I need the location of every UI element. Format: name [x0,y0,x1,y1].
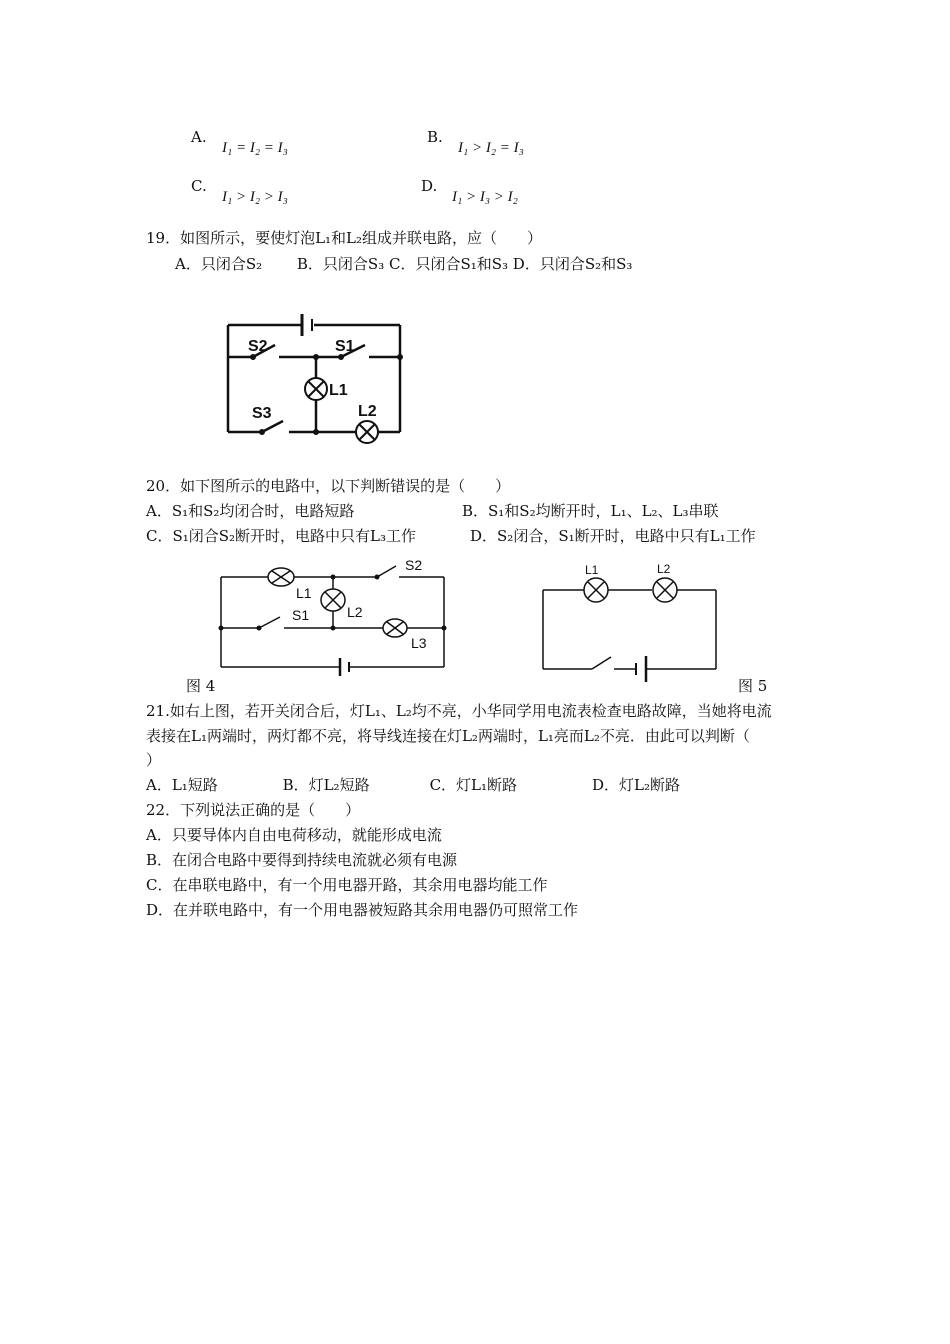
fig4-lamp-l3 [383,619,407,637]
q20-stem: 20．如下图所示的电路中，以下判断错误的是（ ） [146,477,511,495]
q19-lamp-l2 [356,421,378,443]
fig4-switch-s2-blade [377,566,396,577]
q18-option-c-label: C. [191,177,207,195]
q19-label-s3: S3 [252,405,272,422]
q21-line-3: ） [146,751,162,769]
q18-option-a-label: A. [191,128,207,146]
fig4-label-l1: L1 [296,585,312,601]
fig4-label-s1: S1 [292,607,310,623]
q22-option-a: A．只要导体内自由电荷移动，就能形成电流 [146,826,442,844]
fig5-label-l2: L2 [657,562,671,576]
q19-label-s1: S1 [335,338,355,355]
q21-line-1: 21.如右上图，若开关闭合后，灯L₁、L₂均不亮，小华同学用电流表检查电路故障，当她将电流 [146,702,772,720]
q18-option-a-expr: I₁ = I₂ = I₃ [222,140,288,156]
q20-option-c: C．S₁闭合S₂断开时，电路中只有L₃工作 [146,527,417,545]
q19-lamp-l1 [305,378,327,400]
fig4-label-l3: L3 [411,635,427,651]
q18-option-c-expr: I₁ > I₂ > I₃ [222,189,288,205]
q18-option-d-label: D. [421,177,438,195]
fig4-circuit [221,566,444,676]
q21-line-2: 表接在L₁两端时，两灯都不亮，将导线连接在灯L₂两端时，L₁亮而L₂不亮．由此可以判断（ [146,727,750,745]
q19-label-l1: L1 [329,382,348,399]
q19-options: A．只闭合S₂ B．只闭合S₃ C．只闭合S₁和S₃ D．只闭合S₂和S₃ [175,255,633,273]
fig4-switch-s1-blade [259,617,280,628]
fig5-switch-blade [592,657,611,669]
q19-switch-s3-blade [262,421,283,432]
fig4-label-l2: L2 [347,604,363,620]
q20-option-a: A．S₁和S₂均闭合时，电路短路 [146,502,355,520]
fig5-circuit [543,590,716,682]
q22-option-d: D．在并联电路中，有一个用电器被短路其余用电器仍可照常工作 [146,901,579,919]
q22-option-c: C．在串联电路中，有一个用电器开路，其余用电器均能工作 [146,876,548,894]
q20-option-b: B．S₁和S₂均断开时，L₁、L₂、L₃串联 [462,502,719,520]
q19-label-l2: L2 [358,403,377,420]
fig4-lamp-l2 [321,589,345,611]
q18-option-d-expr: I₁ > I₃ > I₂ [452,189,518,205]
q18-option-b-expr: I₁ > I₂ = I₃ [458,140,524,156]
fig5-caption: 图 5 [738,677,768,695]
fig4-lamp-l1 [268,568,294,586]
q19-stem: 19．如图所示，要使灯泡L₁和L₂组成并联电路，应（ ） [146,229,543,247]
fig4-label-s2: S2 [405,557,423,573]
q19-label-s2: S2 [248,338,268,355]
q20-option-d: D．S₂闭合，S₁断开时，电路中只有L₁工作 [470,527,756,545]
fig5-lamp-l2 [653,578,677,602]
fig5-label-l1: L1 [585,563,599,577]
q21-options: A．L₁短路 B．灯L₂短路 C．灯L₁断路 D．灯L₂断路 [146,776,681,794]
q22-stem: 22．下列说法正确的是（ ） [146,801,361,819]
q18-option-b-label: B. [427,128,443,146]
fig5-lamp-l1 [584,578,608,602]
q22-option-b: B．在闭合电路中要得到持续电流就必须有电源 [146,851,458,869]
fig4-caption: 图 4 [186,677,216,695]
